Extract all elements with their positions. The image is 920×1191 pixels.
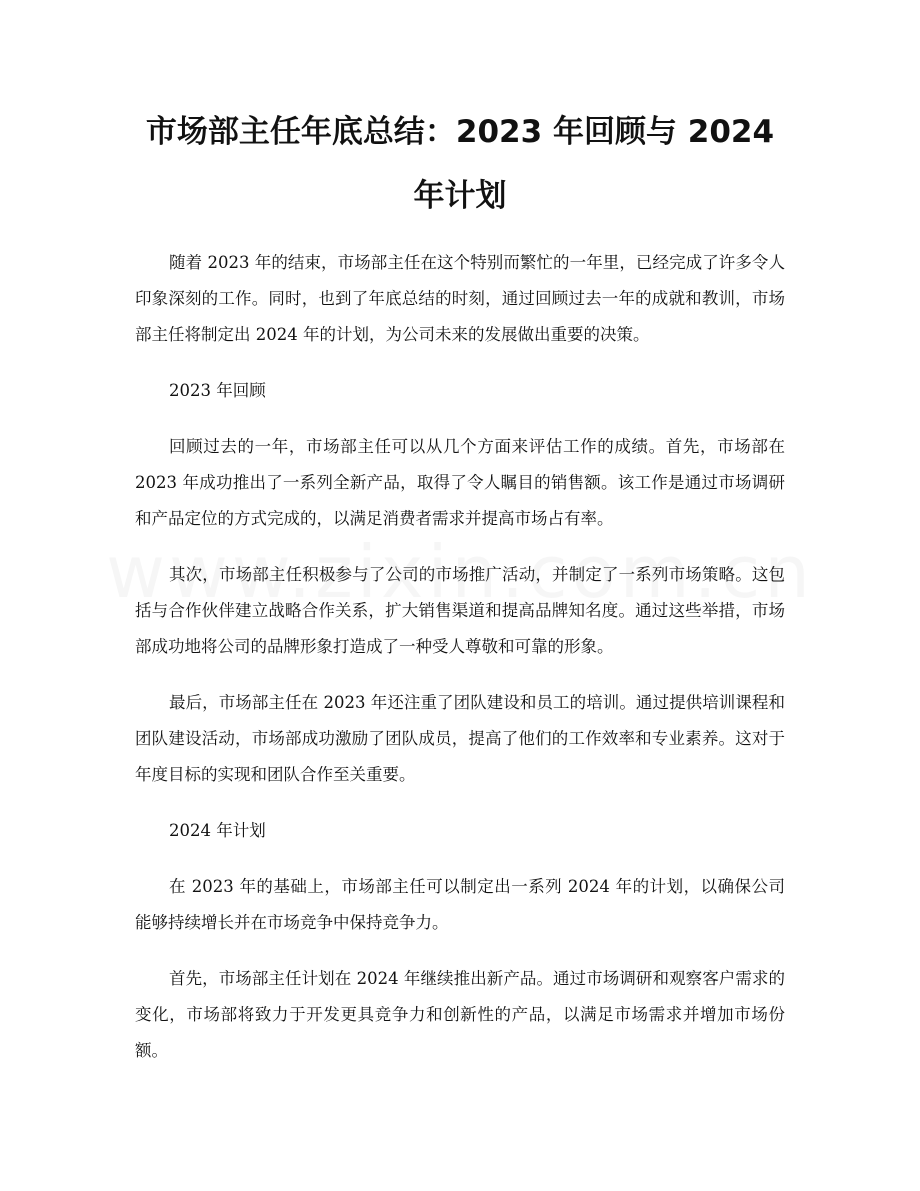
section-heading-2024-plan: 2024 年计划 — [169, 821, 266, 840]
document-title: 市场部主任年底总结：2023 年回顾与 2024 年计划 — [145, 114, 775, 214]
intro-paragraph: 随着 2023 年的结束，市场部主任在这个特别而繁忙的一年里，已经完成了许多令人印象深刻的工作。同时，也到了年底总结的时刻，通过回顾过去一年的成就和教训，市场部主任将制定出 2024 年的计划，为公司未来的发展做出重要的决策。 — [135, 253, 785, 344]
plan-paragraph-1: 在 2023 年的基础上，市场部主任可以制定出一系列 2024 年的计划，以确保公司能够持续增长并在市场竞争中保持竞争力。 — [135, 877, 785, 932]
section-heading-2023-review: 2023 年回顾 — [169, 381, 266, 400]
review-paragraph-1: 回顾过去的一年，市场部主任可以从几个方面来评估工作的成绩。首先，市场部在 2023 年成功推出了一系列全新产品，取得了令人瞩目的销售额。该工作是通过市场调研和产品定位的方式完成的，以满足消费者需求并提高市场占有率。 — [135, 437, 785, 528]
plan-paragraph-2: 首先，市场部主任计划在 2024 年继续推出新产品。通过市场调研和观察客户需求的变化，市场部将致力于开发更具竞争力和创新性的产品，以满足市场需求并增加市场份额。 — [135, 969, 785, 1060]
review-paragraph-3: 最后，市场部主任在 2023 年还注重了团队建设和员工的培训。通过提供培训课程和团队建设活动，市场部成功激励了团队成员，提高了他们的工作效率和专业素养。这对于年度目标的实现和团队合作至关重要。 — [135, 693, 785, 784]
review-paragraph-2: 其次，市场部主任积极参与了公司的市场推广活动，并制定了一系列市场策略。这包括与合作伙伴建立战略合作关系，扩大销售渠道和提高品牌知名度。通过这些举措，市场部成功地将公司的品牌形象打造成了一种受人尊敬和可靠的形象。 — [135, 565, 785, 656]
document-body — [135, 245, 785, 1089]
